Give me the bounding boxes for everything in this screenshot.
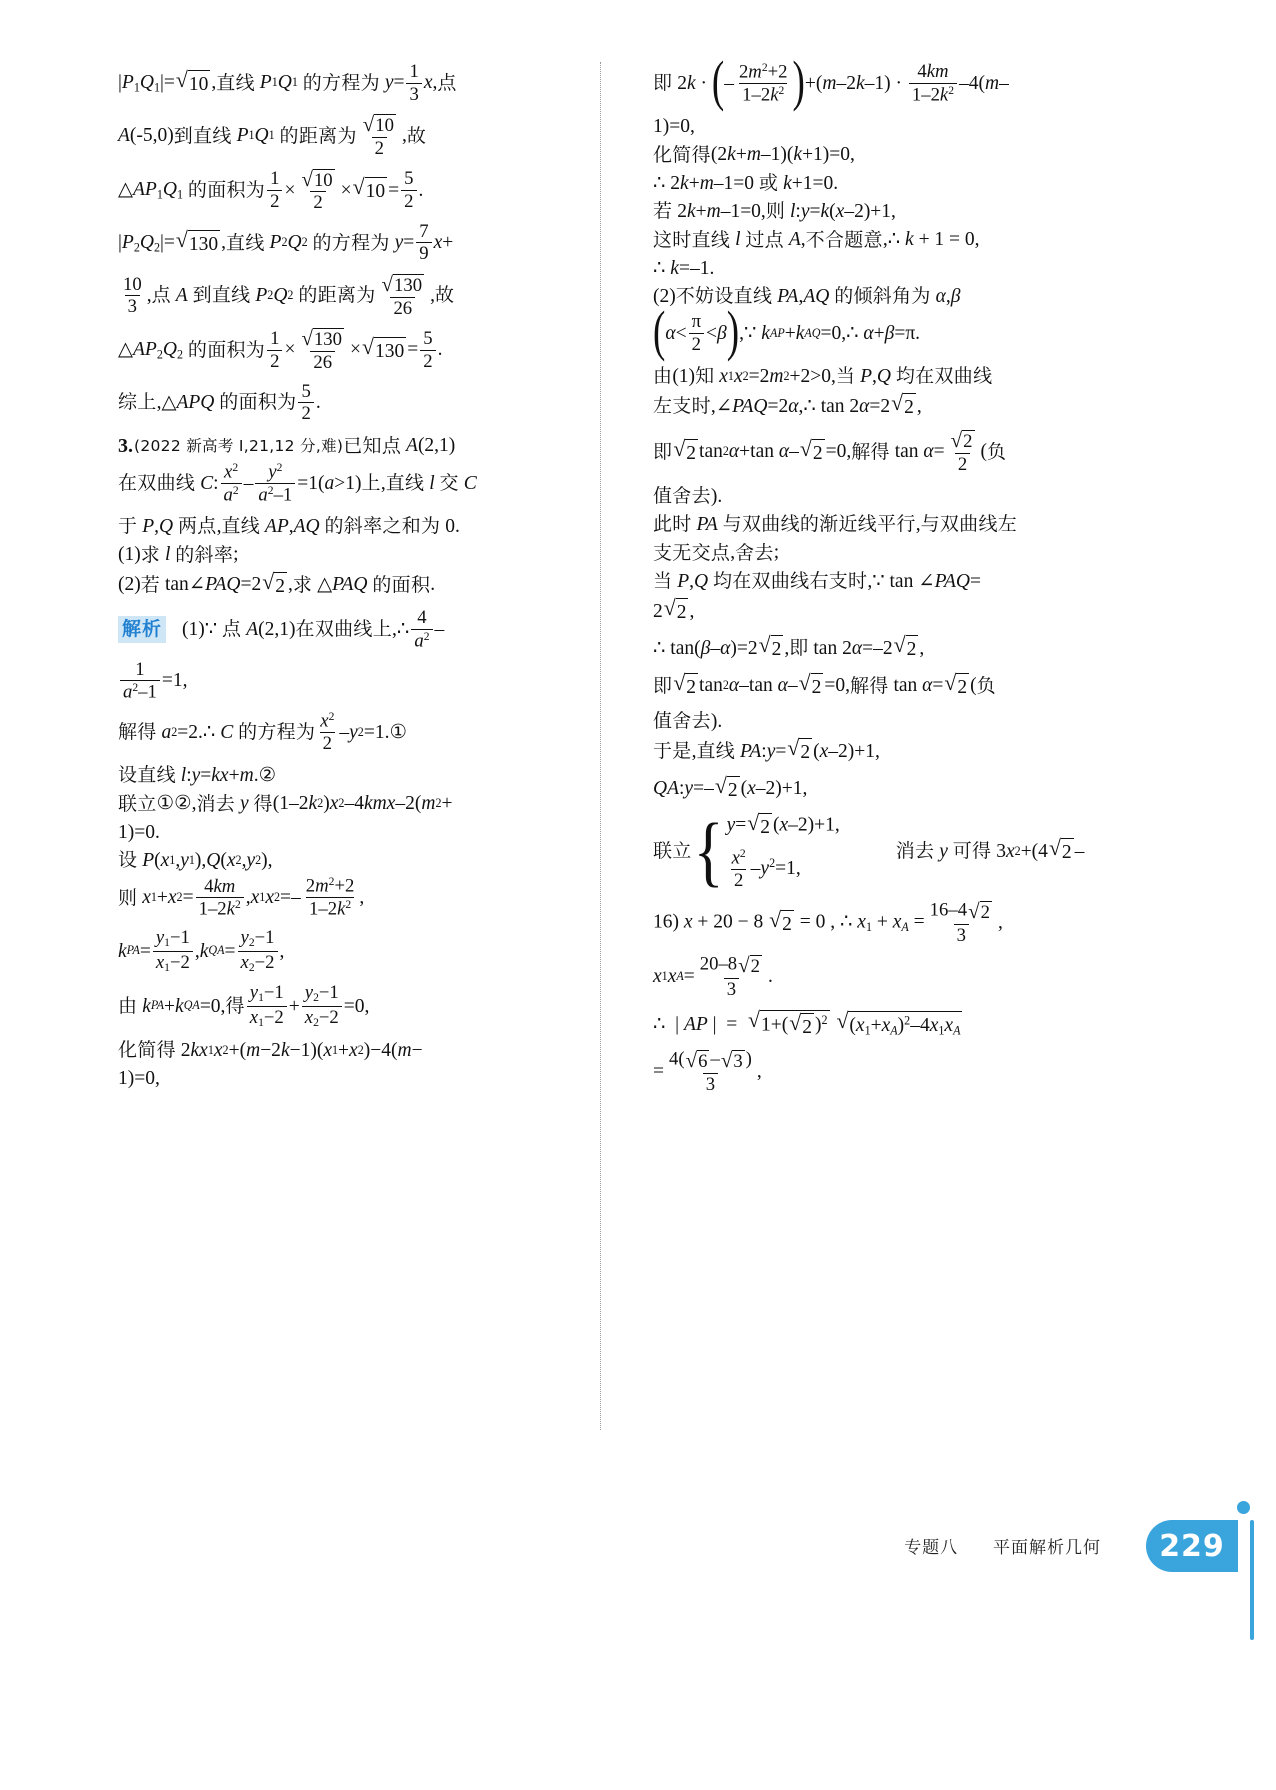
math-line: $|P_1Q_1|=$ √ 10 , 直线 P 1 Q 1 的方程为 y = $\frac{1}{3}$ x , 点 (118, 61, 457, 105)
math-line: 16) x + 20 − 8 √ 2 = 0 , ∴ $x_1 + x_A$ = 16–4 √ 2 3 , (653, 899, 1003, 946)
page-footer (0, 1528, 1276, 1790)
math-line: 联立 ①②, 消去 y 得 (1–2 k 2 ) x 2 –4 kmx –2( m 2 + (118, 792, 453, 815)
math-line: (2) 不妨设直线 PA , AQ 的倾斜角为 α , β (653, 285, 961, 308)
math-line: 值舍去 ). (653, 485, 723, 508)
question-header: 3. (2022 新高考 Ⅰ,21,12 分,难) 已知点 A (2,1) (118, 434, 456, 457)
math-line: 解得 a 2 =2.∴ C 的方程为 $\frac{x^2}{2}$ – y 2 =1.① (118, 710, 407, 755)
footer-title: 平面解析几何 (993, 1538, 1101, 1558)
math-line: $\triangle AP_2Q_2$ 的面积为 $\frac{1}{2}$ × √ 130 26 × √ 130 = $\frac{5}{2}$ . (118, 326, 443, 374)
math-line: 设 P ( x 1 , y 1 ), Q ( x 2 , y 2 ), (118, 849, 273, 872)
math-line: ∴ | AP | = √ 1+( √ 2 )$^2$ √ $(x_1+x_A)^2-4x_1x_A$ (653, 1009, 1113, 1040)
math-line: 化简得 (2 k + m –1)( k +1)=0, (653, 143, 855, 166)
math-line: 这时直线 l 过点 A , 不合题意 ,∴ k + 1 = 0, (653, 228, 980, 251)
two-column-body (118, 51, 1158, 1452)
math-line: 1)=0, (118, 1068, 160, 1090)
math-line: ∴ tan( β – α )=2 √ 2 , 即 tan 2 α =–2 √ 2 , (653, 634, 1113, 662)
analysis-line: 解析 (1)∵ 点 A (2,1) 在双曲线上 ,∴ $\frac{4}{a^2}$ – (118, 608, 578, 651)
math-line: 支无交点 , 舍去 ; (653, 541, 780, 564)
math-line: 此时 PA 与双曲线的渐近线平行 , 与双曲线左 (653, 513, 1018, 536)
math-line: 即 √ 2 tan 2 α +tan α – √ 2 =0, 解得 tan α = √ 2 2 ( 负 (653, 428, 1007, 476)
math-line: 即 2 k · ( – $\frac{2m^2+2}{1-2k^2}$ ) +( m –2 k –1) · $\frac{4km}{1-2k^2}$ –4( m – (653, 51, 1009, 114)
math-line: ( α < $\frac{\pi}{2}$ < β ) ,∵ k AP + k AQ =0,∴ α + β =π. (653, 301, 921, 364)
column-divider (600, 62, 601, 1430)
simultaneous-label: 联立 (653, 840, 692, 863)
math-line: (1) 求 l 的斜率 ; (118, 543, 239, 566)
page-number-badge: 229 (1146, 1520, 1238, 1572)
math-line: = 4( √ 6 – √ 3 ) 3 , (653, 1048, 762, 1095)
math-line: 在双曲线 C : $\frac{x^2}{a^2}$ – $\frac{y^2}{a^2-1}$ =1(a>1) 上 , 直线 l 交 C (118, 460, 477, 506)
math-line: 1)=0. (118, 821, 160, 843)
analysis-tag: 解析 (118, 616, 166, 643)
decoration-rule (1250, 1520, 1254, 1640)
equation-system: { y= √ 2 (x–2)+1, $\frac{x^2}{2}$ $-y^2=1$, (693, 808, 840, 895)
math-line: 1)=0, (653, 116, 695, 138)
math-line: $\frac{1}{a^2-1}$ =1, (118, 660, 578, 703)
math-line: $|P_2Q_2|=$ √ 130 , 直线 P 2 Q 2 的方程为 y = $\frac{7}{9}$ x + (118, 220, 454, 265)
system-line: 联立 { y= √ 2 (x–2)+1, $\frac{x^2}{2}$ $-y^2=1$, 消去 y 可得 3 x 2 +(4 √ 2 – (653, 808, 1085, 895)
math-line: 值舍去 ). (653, 710, 723, 733)
right-column (609, 51, 1113, 1452)
footer-topic: 专题八 (904, 1538, 959, 1558)
math-line: $\frac{10}{3}$ , 点 A 到直线 P 2 Q 2 的距离为 √ 130 26 , 故 (123, 272, 455, 319)
math-line: 综上 , △APQ 的面积为 $\frac{5}{2}$ . (118, 380, 321, 425)
math-line: 若 2 k + m –1=0, 则 l : y = k ( x –2)+1, (653, 200, 896, 223)
math-line: 即 √ 2 tan 2 α –tan α – √ 2 =0, 解得 tan α = √ 2 ( 负 (653, 672, 1113, 700)
math-line: QA : y =– √ 2 ( x –2)+1, (653, 775, 1113, 803)
math-line: (2) 若 tan∠ PAQ =2 √ 2 , 求 △ PAQ 的面积 . (118, 571, 578, 599)
math-line: $\triangle AP_1Q_1$ 的面积为 $\frac{1}{2}$ × √ 10 2 × √ 10 = $\frac{5}{2}$ . (118, 166, 424, 214)
decoration-dot-icon (1237, 1501, 1250, 1514)
math-line: ∴ 2 k + m –1=0 或 k +1=0. (653, 172, 839, 195)
math-line: 于 P , Q 两点 , 直线 AP , AQ 的斜率之和为 0. (118, 515, 460, 538)
math-line: 2 √ 2 , (653, 597, 1113, 625)
math-line: ∴ k =–1. (653, 257, 715, 279)
math-line: k PA = $\frac{y_1-1}{x_1-2}$ , k QA = $\frac{y_2-1}{x_2-2}$ , (118, 927, 285, 975)
left-column (118, 62, 600, 1452)
footer-caption (904, 1533, 1101, 1558)
math-line: x 1 x A = 20–8 √ 2 3 . (653, 953, 773, 1001)
math-line: 由 (1) 知 x 1 x 2 =2 m 2 +2>0, 当 P , Q 均在双曲线 (653, 365, 993, 388)
math-line: 则 x 1 + x 2 = $\frac{4km}{1-2k^2}$ , x 1 x 2 =– $\frac{2m^2+2}{1-2k^2}$ , (118, 875, 365, 920)
math-line: 由 k PA + k QA =0, 得 $\frac{y_1-1}{x_1-2}$ + $\frac{y_2-1}{x_2-2}$ =0, (118, 982, 370, 1029)
math-line: 化简得 2 kx 1 x 2 +( m −2 k −1)( x 1 + x 2 )−4( m − (118, 1039, 423, 1062)
question-number: 3. (118, 434, 133, 457)
math-line: 于是 , 直线 PA : y = √ 2 ( x –2)+1, (653, 737, 1113, 765)
math-line: 设直线 l : y = kx + m .② (118, 764, 277, 787)
math-line: 左支时 ,∠ PAQ =2 α ,∴ tan 2 α =2 √ 2 , (653, 392, 1113, 420)
math-line: A (-5,0) 到直线 P 1 Q 1 的距离为 √ 10 2 , 故 (118, 112, 427, 159)
math-line: 当 P , Q 均在双曲线右支时 ,∵ tan ∠ PAQ = (653, 570, 981, 593)
